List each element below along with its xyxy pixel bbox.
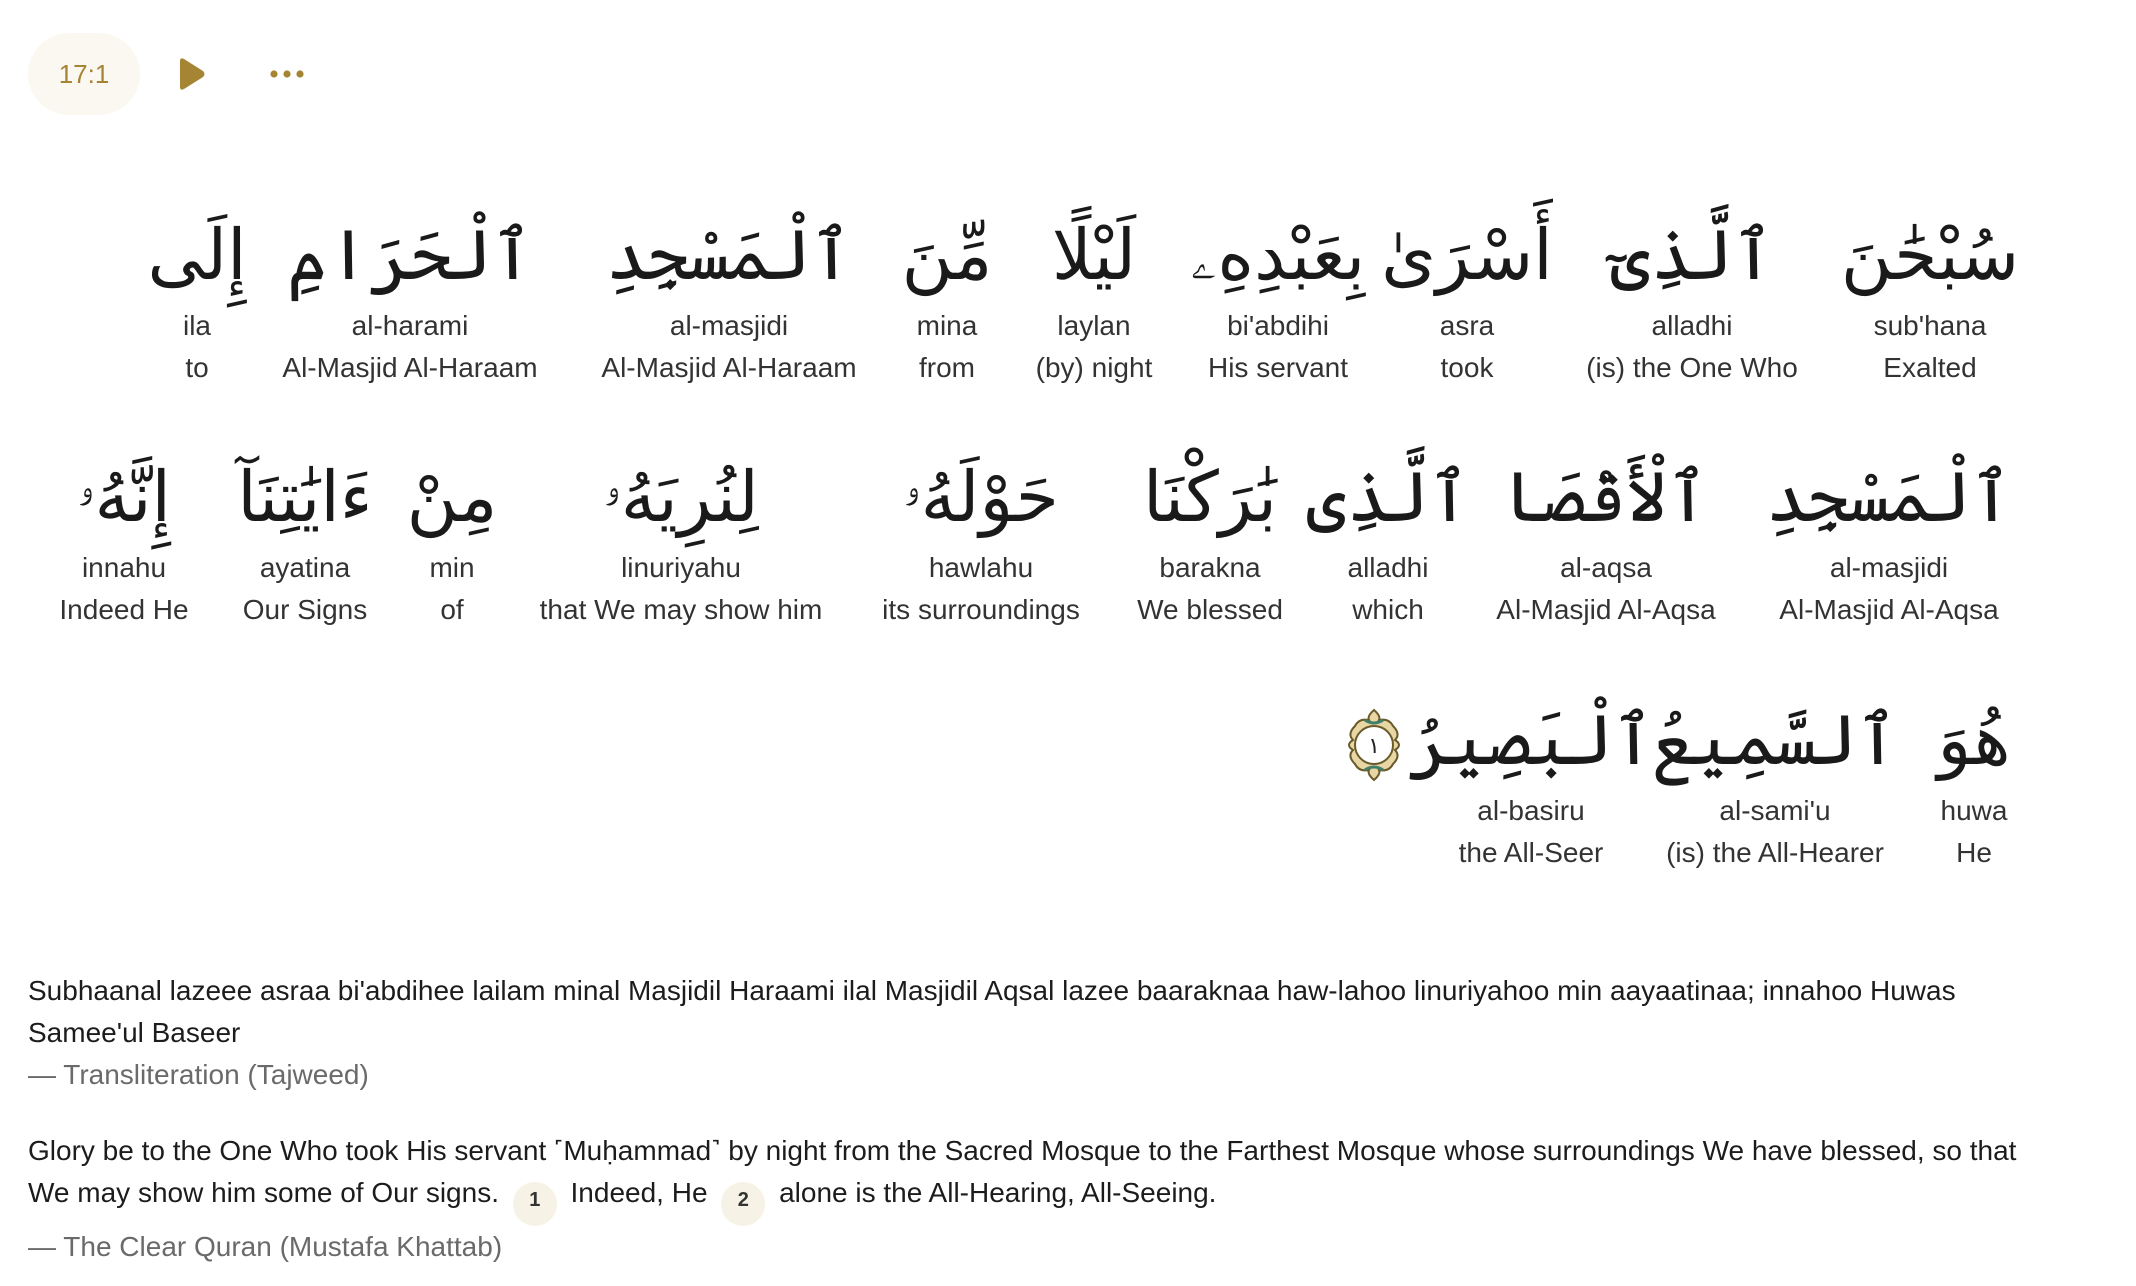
word-translation: to: [185, 352, 209, 383]
word-translation: which: [1352, 594, 1424, 625]
word-arabic: لَيْلًا: [1051, 214, 1137, 296]
word-biabdihi[interactable]: [1191, 205, 1365, 389]
word-translation: Our Signs: [242, 594, 368, 625]
word-transliteration: al-basiru: [1477, 795, 1585, 826]
word-arabic: أَسْرَىٰ: [1381, 214, 1553, 296]
word-arabic: إِلَى: [147, 214, 247, 296]
word-arabic: بَٰرَكْنَا: [1143, 456, 1277, 538]
footnote-1-button[interactable]: 1: [513, 1182, 557, 1226]
more-options-button[interactable]: [246, 33, 328, 115]
word-arabic: ٱلْمَسْجِدِ: [605, 214, 853, 296]
word-arabic: مِّنَ: [901, 214, 993, 296]
word-transliteration: innahu: [81, 552, 167, 583]
word-barakna[interactable]: [1137, 447, 1283, 631]
word-transliteration: al-aqsa: [1560, 552, 1652, 583]
word-alharami[interactable]: [282, 205, 537, 389]
translation-block: [28, 1130, 2038, 1268]
translation-text: [28, 1130, 2038, 1226]
verse-toolbar: [28, 33, 328, 115]
word-transliteration: asra: [1439, 310, 1495, 341]
word-arabic: ٱلْحَرَامِ: [286, 214, 534, 296]
word-arabic: مِنْ: [406, 456, 498, 538]
ayah-end-marker-icon: [1345, 708, 1403, 782]
word-arabic: هُوَ: [1937, 699, 2011, 781]
word-transliteration: barakna: [1159, 552, 1261, 583]
word-transliteration: linuriyahu: [621, 552, 741, 583]
translation-part-1: Glory be to the One Who took His servant ˹Muḥammad˺ by night from the Sacred Mosque to the Farthest Mosque whose surroundings We have blessed, so that We may show him some of Our signs.: [28, 1135, 2017, 1208]
word-huwa[interactable]: [1937, 690, 2010, 874]
word-transliteration: alladhi: [1651, 310, 1733, 341]
word-transliteration: mina: [916, 310, 978, 341]
word-translation: (is) the One Who: [1586, 352, 1798, 383]
word-transliteration: sub'hana: [1873, 310, 1987, 341]
transliteration-text: Subhaanal lazeee asraa bi'abdihee lailam minal Masjidil Haraami ilal Masjidil Aqsal lazee baaraknaa haw-lahoo linuriyahoo min aayaatinaa; innahoo Huwas Samee'ul Baseer: [28, 975, 1956, 1048]
word-transliteration: al-masjidi: [669, 310, 789, 341]
word-transliteration: bi'abdihi: [1227, 310, 1329, 341]
word-translation: Al-Masjid Al-Aqsa: [1496, 594, 1716, 625]
word-translation: Al-Masjid Al-Aqsa: [1779, 594, 1999, 625]
translation-part-2: Indeed, He: [570, 1177, 708, 1208]
word-hawlahu[interactable]: [882, 447, 1080, 631]
more-horizontal-icon: [269, 69, 305, 79]
word-almasjidi[interactable]: [601, 205, 856, 389]
word-arabic: سُبْحَٰنَ: [1840, 214, 2020, 296]
word-transliteration: al-masjidi: [1829, 552, 1949, 583]
footnote-2-button[interactable]: 2: [721, 1182, 765, 1226]
word-translation: His servant: [1207, 352, 1349, 383]
word-translation: Al-Masjid Al-Haraam: [601, 352, 857, 383]
word-translation: the All-Seer: [1458, 837, 1604, 868]
word-transliteration: al-sami'u: [1719, 795, 1831, 826]
word-alladhi[interactable]: [1586, 205, 1798, 389]
word-arabic: ٱلَّذِىٓ: [1609, 214, 1775, 296]
ayah-number: ١: [1368, 734, 1380, 759]
word-ayatina[interactable]: [237, 447, 372, 631]
word-asra[interactable]: [1381, 205, 1553, 389]
play-icon: [178, 56, 208, 92]
word-ila[interactable]: [147, 205, 246, 389]
word-transliteration: huwa: [1940, 795, 2008, 826]
word-innahu[interactable]: [59, 447, 188, 631]
word-transliteration: ayatina: [259, 552, 351, 583]
word-translation: Indeed He: [59, 594, 189, 625]
word-translation: He: [1956, 837, 1992, 868]
word-linuriyahu[interactable]: [540, 447, 823, 631]
word-arabic: ٱلسَّمِيعُ: [1651, 699, 1899, 781]
word-transliteration: al-harami: [351, 310, 469, 341]
word-arabic: ءَايَٰتِنَآ: [237, 456, 373, 538]
word-alaqsa[interactable]: [1496, 447, 1715, 631]
word-translation: Al-Masjid Al-Haraam: [282, 352, 538, 383]
word-transliteration: ila: [182, 310, 211, 341]
translation-source: — The Clear Quran (Mustafa Khattab): [28, 1231, 503, 1262]
transliteration-block: [28, 970, 2028, 1096]
word-arabic: حَوْلَهُۥ: [903, 456, 1059, 538]
word-translation: took: [1440, 352, 1494, 383]
word-arabic: إِنَّهُۥ: [77, 456, 171, 538]
word-transliteration: min: [429, 552, 475, 583]
word-arabic: ٱلْمَسْجِدِ: [1765, 456, 2013, 538]
transliteration-source: — Transliteration (Tajweed): [28, 1059, 369, 1090]
word-min[interactable]: [407, 447, 498, 631]
word-alladhi-2[interactable]: [1306, 447, 1470, 631]
verse-key-button[interactable]: 17:1: [28, 33, 140, 115]
word-alsamiu[interactable]: [1652, 690, 1898, 874]
word-arabic: بِعَبْدِهِۦ: [1190, 214, 1366, 296]
word-translation: of: [440, 594, 464, 625]
word-transliteration: alladhi: [1347, 552, 1429, 583]
word-translation: that We may show him: [539, 594, 823, 625]
word-translation: Exalted: [1883, 352, 1977, 383]
word-translation: (is) the All-Hearer: [1666, 837, 1884, 868]
play-button[interactable]: [152, 33, 234, 115]
word-albasiru[interactable]: [1408, 690, 1654, 874]
word-transliteration: laylan: [1057, 310, 1131, 341]
word-translation: We blessed: [1137, 594, 1283, 625]
word-translation: from: [919, 352, 975, 383]
word-mina[interactable]: [902, 205, 993, 389]
word-transliteration: hawlahu: [928, 552, 1034, 583]
translation-part-3: alone is the All-Hearing, All-Seeing.: [779, 1177, 1217, 1208]
word-almasjidi-2[interactable]: [1766, 447, 2012, 631]
word-subhana[interactable]: [1841, 205, 2019, 389]
word-arabic: ٱلَّذِى: [1305, 456, 1471, 538]
word-translation: its surroundings: [882, 594, 1080, 625]
word-arabic: لِنُرِيَهُۥ: [603, 456, 759, 538]
word-arabic: ٱلْأَقْصَا: [1503, 456, 1709, 538]
ayah-end-marker: [1345, 708, 1403, 782]
word-translation: (by) night: [1035, 352, 1153, 383]
word-arabic: ٱلْبَصِيرُ: [1407, 699, 1655, 781]
word-laylan[interactable]: [1036, 205, 1153, 389]
